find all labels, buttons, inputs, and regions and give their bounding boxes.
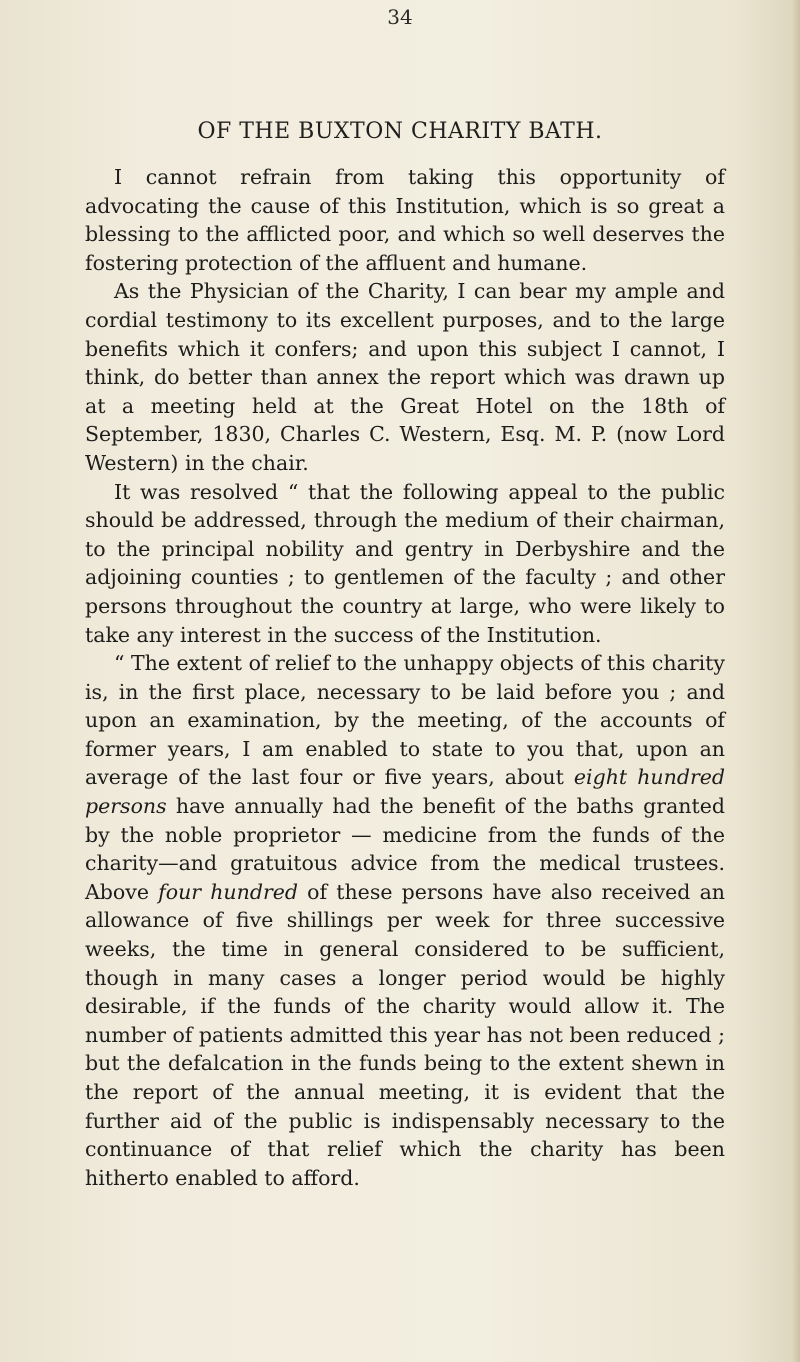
paragraph-4-part-1: “ The extent of relief to the unhappy objects of this charity is, in the first place, necessary to be laid before you ; and upon an examination, by the meeting, of the accounts of former years, I am enabled to state to you that, upon an average of the last four or five years, about [85, 651, 725, 790]
paragraph-2: As the Physician of the Charity, I can bear my ample and cordial testimony to its excellent purposes, and to the large benefits which it confers; and upon this subject I cannot, I think, do better than annex the report which was drawn up at a meeting held at the Great Hotel on the 18th of September, 1830, Charles C. Western, Esq. M. P. (now Lord Western) in the chair. [85, 279, 725, 475]
body-text [85, 163, 725, 1192]
paragraph-4-italic-1: eight hundred persons [85, 765, 725, 819]
paragraph-4 [85, 649, 725, 1192]
page-edge-shadow [792, 0, 800, 1362]
paragraph-1: I cannot refrain from taking this opportunity of advocating the cause of this Institution, which is so great a blessing to the afflicted poor, and which so well deserves the fostering protection of the affluent and humane. [85, 165, 725, 275]
paragraph-3: It was resolved “ that the following appeal to the public should be addressed, through the medium of their chairman, to the principal nobility and gentry in Derbyshire and the adjoining counties ; to gentlemen of the faculty ; and other persons throughout the country at large, who were likely to take any interest in the success of the Institution. [85, 479, 725, 647]
chapter-title: OF THE BUXTON CHARITY BATH. [197, 119, 603, 144]
page-number: 34 [387, 5, 413, 29]
paragraph-4-part-3: of these persons have also received an allowance of five shillings per week for three successive weeks, the time in general considered to be sufficient, though in many cases a longer period would be highly desirable, if the funds of the charity would allow it. The number of patients admitted this year has not been reduced ; but the defalcation in the funds being to the extent shewn in the report of the annual meeting, it is evident that the further aid of the public is indispensably necessary to the continuance of that relief which the charity has been hitherto enabled to afford. [85, 879, 725, 1190]
paragraph-4-part-2: have annually had the benefit of the baths granted by the noble proprietor — medicine from the funds of the charity—and gratuitous advice from the medical trustees. Above [85, 794, 725, 904]
paragraph-4-italic-2: four hundred [158, 879, 299, 904]
